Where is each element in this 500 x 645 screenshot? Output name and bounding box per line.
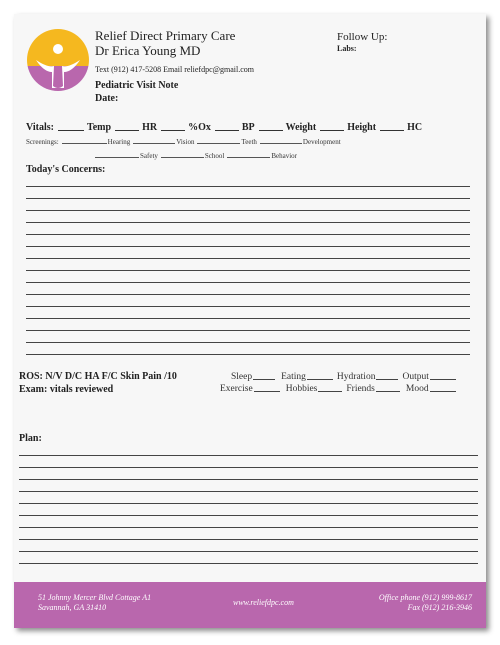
vitals-row [26,121,422,133]
screening-safety: Safety [140,152,158,160]
height-blank[interactable] [320,121,344,131]
hr-blank[interactable] [115,121,139,131]
school-blank[interactable] [161,151,204,158]
screenings-row-1 [26,137,341,146]
ox-blank[interactable] [161,121,185,131]
screenings-label: Screenings: [26,138,59,146]
vitals-label: Vitals: [26,122,54,133]
behavior-blank[interactable] [227,151,270,158]
development-blank[interactable] [260,137,302,144]
form-title: Pediatric Visit Note [95,80,179,91]
ros-eating: Eating [281,372,306,382]
vital-temp: Temp [86,122,112,133]
screening-school: School [204,152,225,160]
ros-mood: Mood [405,384,429,394]
ros-friends: Friends [346,384,375,394]
vital-ox: %Ox [188,122,211,133]
eating-blank[interactable] [307,371,333,380]
screening-hearing: Hearing [107,138,131,146]
vital-weight: Weight [285,122,317,133]
plan-title: Plan: [19,433,42,444]
screening-vision: Vision [176,138,195,146]
teeth-blank[interactable] [197,137,240,144]
ros-sleep: Sleep [231,372,253,382]
concerns-title: Today's Concerns: [26,164,106,175]
bp-blank[interactable] [215,121,239,131]
screening-teeth: Teeth [241,138,257,146]
mood-blank[interactable] [430,383,456,392]
ros-hobbies: Hobbies [285,384,318,394]
hc-blank[interactable] [380,121,404,131]
ros-hydration: Hydration [336,372,376,382]
address-line-2: Savannah, GA 31410 [38,603,107,612]
ros-output: Output [402,372,429,382]
relief-logo-icon [26,28,90,92]
output-blank[interactable] [430,371,456,380]
vital-hr: HR [142,122,158,133]
practice-name: Relief Direct Primary Care [95,28,236,43]
screenings-row-2 [92,151,297,160]
contact-info: Text (912) 417-5208 Email reliefdpc@gmail.com [95,65,254,74]
vital-hc: HC [407,122,423,133]
visit-note-sheet [14,14,486,628]
hobbies-blank[interactable] [318,383,342,392]
sleep-blank[interactable] [253,371,275,380]
footer-bar [14,582,486,628]
date-label: Date: [95,93,119,104]
address-line-1: 51 Johnny Mercer Blvd Cottage A1 [38,593,152,602]
vital-bp: BP [241,122,255,133]
hydration-blank[interactable] [376,371,398,380]
friends-blank[interactable] [376,383,400,392]
ros-label: ROS: N/V D/C HA F/C Skin Pain /10 [19,371,177,382]
website-link[interactable]: www.reliefdpc.com [233,598,294,607]
temp-blank[interactable] [58,121,84,131]
office-phone: Office phone (912) 999-8617 [378,593,472,602]
hearing-blank[interactable] [62,137,107,144]
labs-label: Labs: [337,44,357,53]
ros-row-2 [220,383,456,394]
screening-behavior: Behavior [271,152,298,160]
vital-height: Height [347,122,377,133]
vision-blank[interactable] [133,137,175,144]
doctor-name: Dr Erica Young MD [95,43,201,58]
exam-label: Exam: vitals reviewed [19,384,114,395]
follow-up-label: Follow Up: [337,31,388,43]
fax-number: Fax (912) 216-3946 [407,603,472,612]
safety-blank[interactable] [95,151,139,158]
weight-blank[interactable] [259,121,283,131]
exercise-blank[interactable] [254,383,280,392]
ros-row-1 [231,371,456,382]
screening-development: Development [302,138,341,146]
ros-exercise: Exercise [220,384,253,394]
